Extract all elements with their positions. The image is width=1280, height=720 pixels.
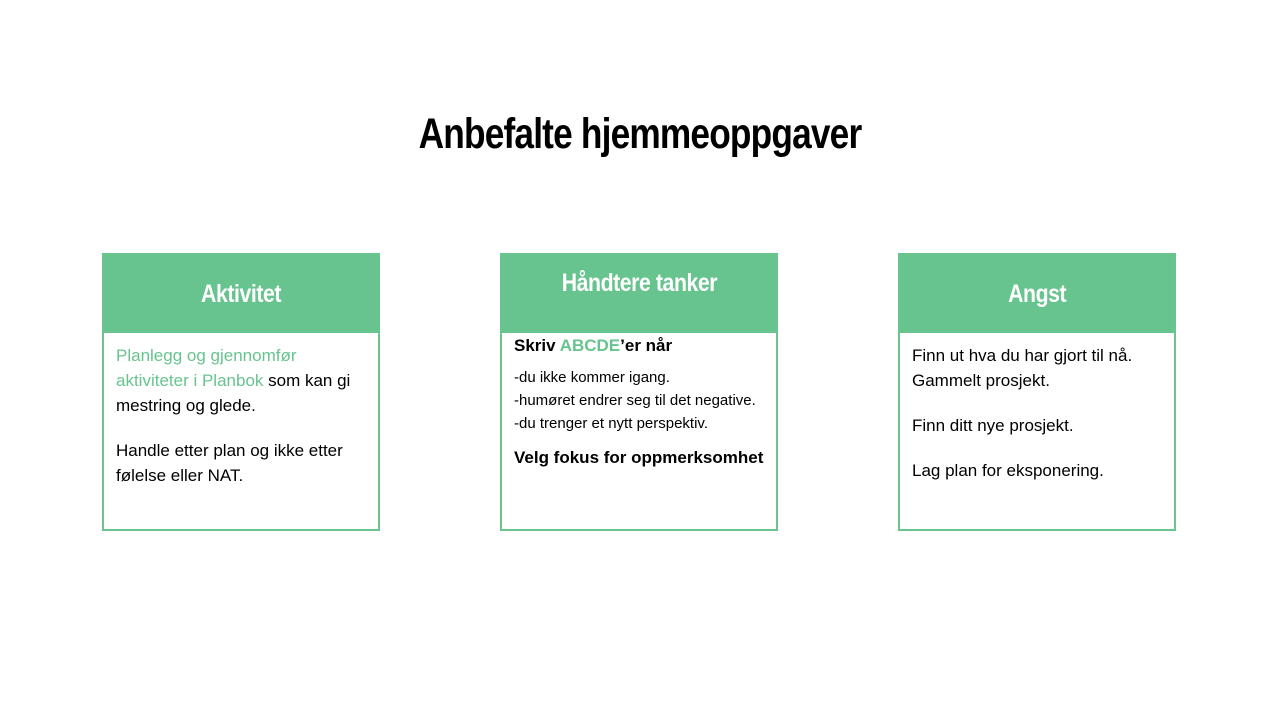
highlight-text: ABCDE	[559, 336, 621, 355]
list-item: -du trenger et nytt perspektiv.	[514, 415, 708, 432]
card-paragraph: Lag plan for eksponering.	[912, 461, 1104, 480]
card-header	[502, 255, 776, 333]
highlight-text: Planlegg og gjennomfør aktiviteter i Planbok	[116, 346, 297, 390]
slide-title: Anbefalte hjemmeoppgaver	[418, 110, 862, 158]
card-handtere-tanker	[500, 253, 778, 531]
intro-prefix: Skriv	[514, 336, 560, 355]
card-paragraph: Finn ut hva du har gjort til nå. Gammelt prosjekt.	[912, 346, 1133, 390]
list-item: -humøret endrer seg til det negative.	[514, 392, 756, 409]
list-item: -du ikke kommer igang.	[514, 369, 670, 386]
intro-suffix: ’er når	[620, 336, 673, 355]
card-header-label: Håndtere tanker	[561, 269, 717, 297]
card-header-label: Aktivitet	[200, 279, 282, 308]
card-paragraph: Handle etter plan og ikke etter følelse eller NAT.	[116, 441, 343, 485]
card-paragraph	[116, 343, 368, 418]
card-angst	[898, 253, 1176, 531]
card-body	[104, 333, 378, 488]
paragraph-text: som kan gi mestring og glede.	[116, 371, 351, 415]
card-intro-line	[514, 333, 766, 358]
card-paragraph: Finn ditt nye prosjekt.	[912, 416, 1074, 435]
card-footer-line: Velg fokus for oppmerksomhet	[514, 448, 764, 467]
card-header	[900, 255, 1174, 333]
bullet-list	[514, 366, 766, 435]
card-aktivitet	[102, 253, 380, 531]
card-header-label: Angst	[1007, 279, 1067, 308]
card-body	[900, 333, 1174, 483]
card-body	[502, 333, 776, 470]
card-header	[104, 255, 378, 333]
